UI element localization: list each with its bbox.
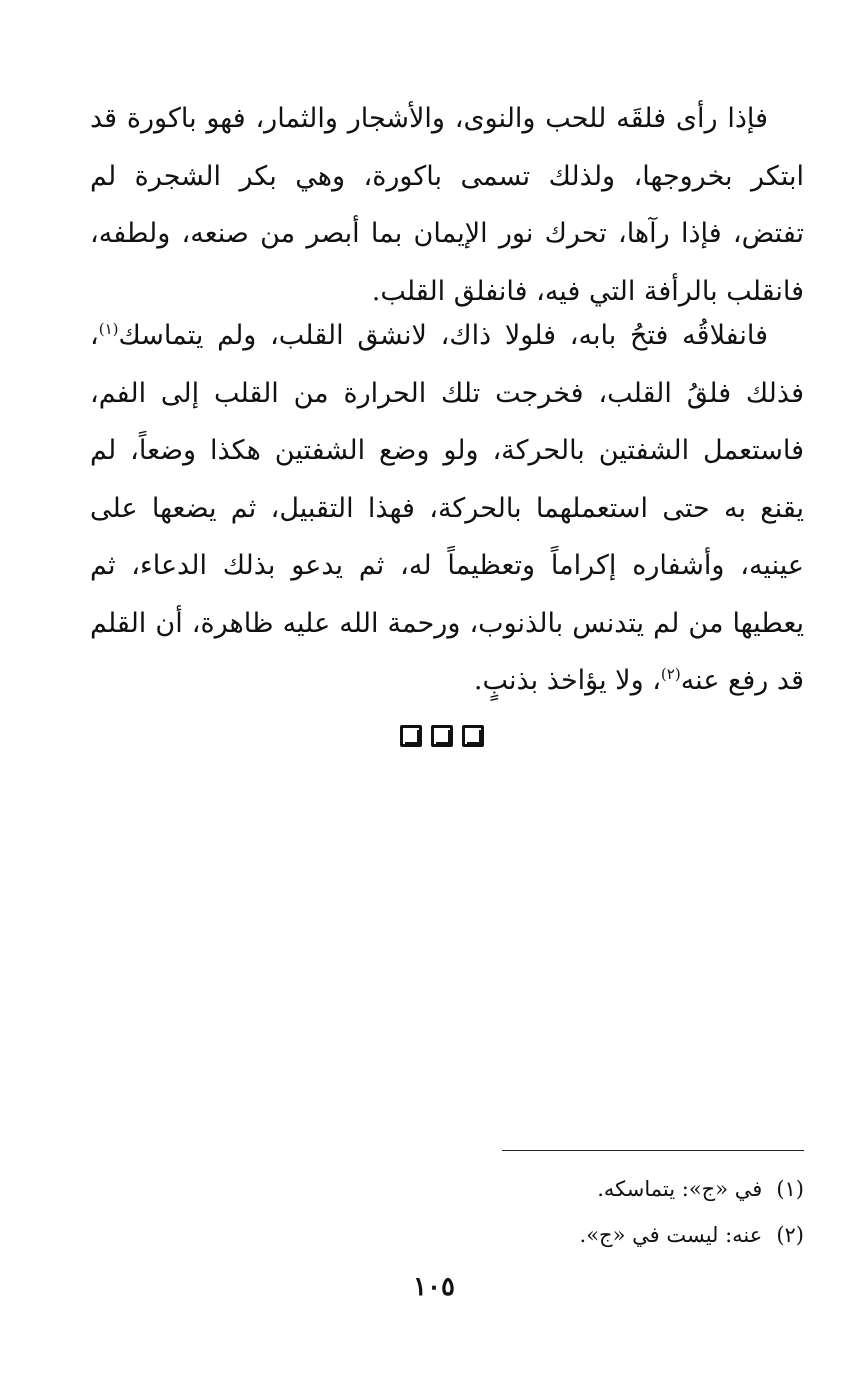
footnote-ref-2[interactable]: (٢) xyxy=(660,665,681,683)
footnote-1-text: في «ج»: يتماسكه. xyxy=(597,1177,763,1201)
footnote-2-number: (٢) xyxy=(776,1223,804,1247)
paragraph-1-text: فإذا رأى فلقَه للحب والنوى، والأشجار والثمار، فهو باكورة قد ابتكر بخروجها، ولذلك تسمى باكورة، وهي بكر الشجرة لم تفتض، فإذا رآها، تحرك نور الإيمان بما أبصر من صنعه، ولطفه، فانقلب بالرأفة التي فيه، فانفلق القلب. xyxy=(90,103,805,307)
separator-square-icon xyxy=(431,725,453,747)
paragraph-2-part-2: ، فذلك فلقُ القلب، فخرجت تلك الحرارة من القلب إلى الفم، فاستعمل الشفتين بالحركة، ولو وضع الشفتين هكذا وضعاً، لم يقنع به حتى استعملهما بالحركة، فهذا التقبيل، ثم يضعها على عينيه، وأشفاره إكراماً وتعظيماً له، ثم يدعو بذلك الدعاء، ثم يعطيها من لم يتدنس بالذنوب، ورحمة الله عليه ظاهرة، أن القلم قد رفع عنه xyxy=(90,320,804,696)
separator-square-icon xyxy=(400,725,422,747)
paragraph-2-part-1: فانفلاقُه فتحُ بابه، فلولا ذاك، لانشق القلب، ولم يتماسك xyxy=(118,320,768,351)
paragraph-2-part-3: ، ولا يؤاخذ بذنبٍ. xyxy=(473,665,661,696)
paragraph-2-text xyxy=(90,307,804,710)
footnote-1-number: (١) xyxy=(776,1177,804,1201)
section-separator xyxy=(400,725,500,751)
separator-square-icon xyxy=(462,725,484,747)
paragraph-2 xyxy=(90,307,804,710)
footnotes xyxy=(400,1166,804,1258)
footnote-ref-1[interactable]: (١) xyxy=(98,320,119,338)
footnote-divider xyxy=(502,1150,804,1151)
footnote-2 xyxy=(400,1212,804,1258)
footnote-1 xyxy=(400,1166,804,1212)
paragraph-1 xyxy=(90,90,804,320)
footnote-2-text: عنه: ليست في «ج». xyxy=(579,1223,763,1247)
page-number: ١٠٥ xyxy=(413,1272,455,1302)
